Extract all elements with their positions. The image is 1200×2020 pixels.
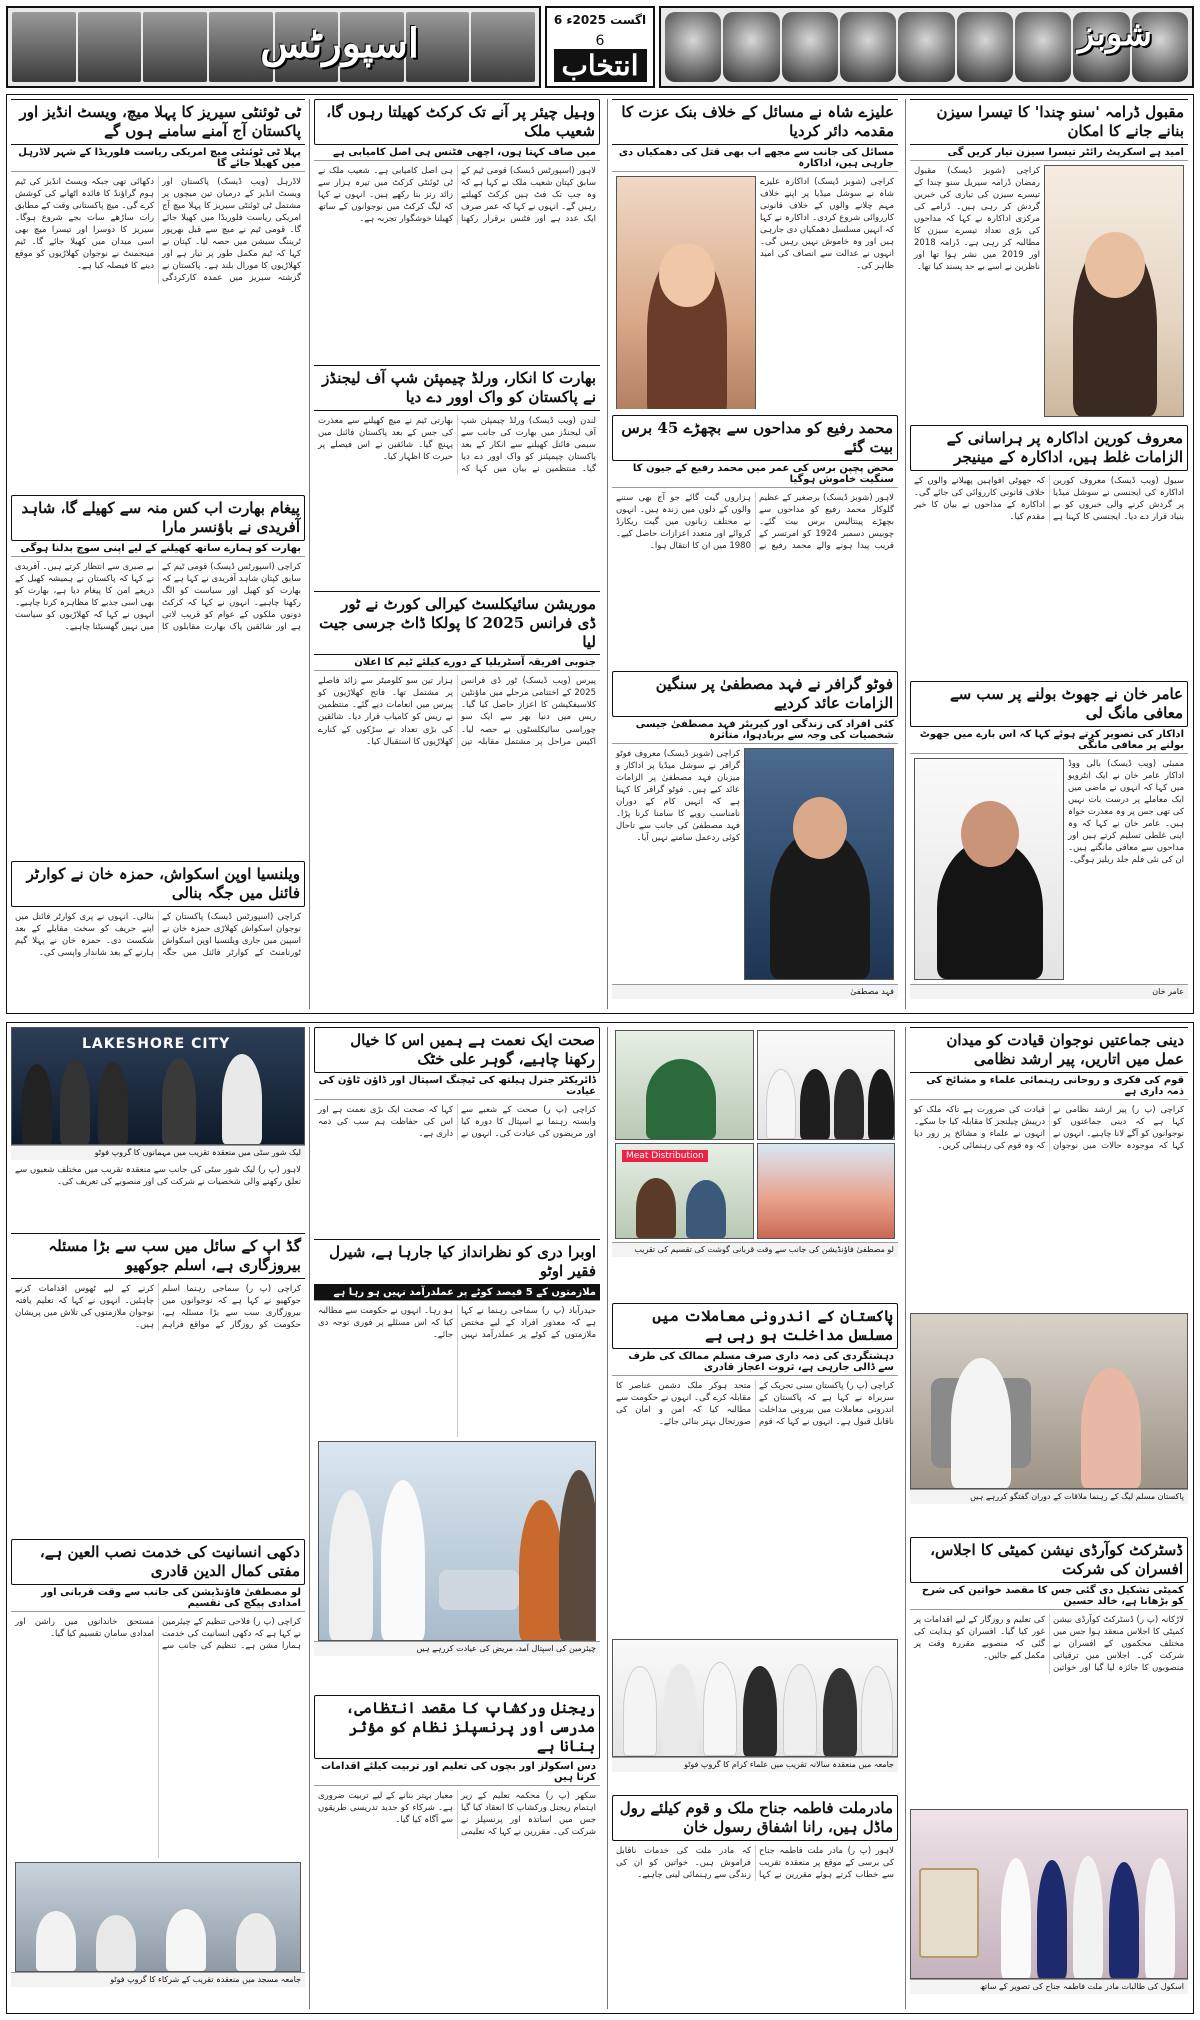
subheadline: کئی افراد کی زندگی اور کیریئر فہد مصطفیٰ جیسی شخصیات کی وجہ سے بربادہوا، متاثرہ: [612, 717, 898, 744]
article-body: کراچی (اسپورٹس ڈیسک) پاکستان کے نوجوان اسکواش کھلاڑی حمزہ خان نے اسپین میں جاری ویلنسیا اوپن اسکواش ٹورنامنٹ کے کوارٹر فائنل میں جگہ بنالی۔ انہوں نے پری کوارٹر فائنل میں اپنے حریف کو سخت مقابلے کے بعد شکست دی۔ حمزہ خان نے پہلا گیم ہارنے کے بعد شاندار واپسی کی۔: [15, 911, 301, 958]
subheadline: پہلا ٹی ٹوئنٹی میچ امریکی ریاست فلوریڈا کے شہر لاڈرہل میں کھیلا جائے گا: [11, 145, 305, 172]
showbiz-title: شوبز: [1077, 14, 1152, 54]
sports-title: اسپورٹس: [260, 20, 419, 67]
headline: گڈ اپ کے سائل میں سب سے بڑا مسئلہ بیروزگاری ہے، اسلم جوکھیو: [11, 1233, 305, 1279]
subheadline: میں صاف کہتا ہوں، اچھی فٹنس ہی اصل کامیابی ہے: [314, 145, 600, 161]
article-korean-actress[interactable]: [910, 425, 1188, 675]
article-alizeh-shah[interactable]: [612, 99, 898, 409]
issue-date: 6 اگست 2025ء: [553, 12, 647, 27]
article-humanity-service[interactable]: [11, 1539, 305, 2009]
meeting-photo: [910, 1313, 1188, 1489]
article-suno-chanda[interactable]: [910, 99, 1188, 419]
article-body: لاڑکانہ (پ ر) ڈسٹرکٹ کوآرڈی نیشن کمیٹی کا اجلاس منعقد ہوا جس میں مختلف محکموں کے افسران نے شرکت کی۔ اجلاس میں ترقیاتی منصوبوں کا جائزہ لیا گیا اور خواتین کی تعلیم و روزگار کے لیے اقدامات پر غور کیا گیا۔ افسران کو ہدایت کی گئی کہ منصوبے مقررہ وقت پر مکمل کیے جائیں۔: [914, 1614, 1184, 1673]
headline: دینی جماعتیں نوجوان قیادت کو میدان عمل میں اتاریں، پیر ارشد نظامی: [910, 1027, 1188, 1073]
subheadline: لو مصطفیٰ فاؤنڈیشن کی جانب سے وقت قربانی اور امدادی پیکج کی تقسیم: [11, 1585, 305, 1612]
article-rafi[interactable]: [612, 415, 898, 665]
article-fahad-mustafa[interactable]: [612, 671, 898, 1007]
top-section: [6, 94, 1194, 1014]
photo-caption: لیک شور سٹی میں منعقدہ تقریب میں مہمانوں کا گروپ فوٹو: [11, 1145, 305, 1160]
showbiz-column-2: [905, 99, 1191, 1009]
news-column-4: [905, 1027, 1191, 2009]
article-internal-affairs[interactable]: [612, 1303, 898, 1633]
actress-photo: [1044, 165, 1184, 417]
subheadline: دہشتگردی کی ذمہ داری صرف مسلم ممالک کی طرف سے ڈالی جارہی ہے، ثروت اعجاز قادری: [612, 1349, 898, 1376]
scholars-photo: [757, 1030, 896, 1140]
headline: ڈسٹرکٹ کوآرڈی نیشن کمیٹی کا اجلاس، افسران کی شرکت: [910, 1537, 1188, 1583]
photo-caption: لو مصطفیٰ فاؤنڈیشن کی جانب سے وقت قربانی گوشت کی تقسیم کی تقریب: [612, 1242, 898, 1257]
subheadline: محض پچپن برس کی عمر میں محمد رفیع کے جیون کا سنگیت خاموش ہوگیا: [612, 461, 898, 488]
headline: مقبول ڈرامہ 'سنو چندا' کا تیسرا سیزن بنانے جانے کا امکان: [910, 99, 1188, 145]
article-body: پیرس (ویب ڈیسک) ٹور ڈی فرانس 2025 کے اختتامی مرحلے میں ماؤنٹین کلاسیفکیشن کا اعزاز حاصل کیا گیا۔ ریس میں دنیا بھر سے ایک سو چوراسی سائیکلسٹوں نے حصہ لیا۔ اکیس مراحل پر مشتمل مقابلہ تین ہزار تین سو کلومیٹر سے زائد فاصلے پر مشتمل تھا۔ فاتح کھلاڑیوں کو پیرس میں انعامات دیے گئے۔ منتظمین نے ریس کو کامیاب قرار دیا۔ شائقین کی بڑی تعداد نے سڑکوں کے کنارے کھلاڑیوں کا استقبال کیا۔: [318, 676, 596, 747]
article-body: لاہور (اسپورٹس ڈیسک) قومی ٹیم کے سابق کپتان شعیب ملک نے کہا ہے کہ وہ جب تک فٹ ہیں کرکٹ کھیلتے رہیں گے۔ انہوں نے کہا کہ عمر صرف ایک عدد ہے اور فٹنس برقرار رکھنا ہی اصل کامیابی ہے۔ شعیب ملک نے ٹی ٹوئنٹی کرکٹ میں تیرہ ہزار سے زائد رنز بنا رکھے ہیں۔ انہوں نے کہا کہ لیگ کرکٹ میں نوجوانوں کے ساتھ کھیلنا خوشگوار تجربہ ہے۔: [318, 165, 596, 224]
headline: بھارت کا انکار، ورلڈ چیمپئن شپ آف لیجنڈز نے پاکستان کو واک اوور دے دیا: [314, 365, 600, 411]
article-meat-distribution[interactable]: [612, 1027, 898, 1297]
headline: محمد رفیع کو مداحوں سے بچھڑے 45 برس بیت گئے: [612, 415, 898, 461]
showbiz-column-1: [607, 99, 901, 1009]
photo-caption: اسکول کی طالبات مادر ملت فاطمہ جناح کی تصویر کے ساتھ: [910, 1979, 1188, 1994]
article-body: کراچی (پ ر) صحت کے شعبے سے وابستہ رہنما نے اسپتال کا دورہ کیا اور مریضوں کی عیادت کی۔ انہوں نے کہا کہ صحت ایک بڑی نعمت ہے اور اس کی حفاظت ہم سب کی ذمہ داری ہے۔: [318, 1104, 596, 1139]
newspaper-logo: [545, 6, 655, 88]
collage-photo: [615, 1030, 754, 1140]
article-body: ممبئی (ویب ڈیسک) بالی ووڈ اداکار عامر خان نے ایک انٹرویو میں کہا کہ انہوں نے ماضی میں ایک معاملے پر درست بات نہیں کی تھی جس پر وہ معذرت خواہ ہیں۔ عامر خان نے کہا کہ وہ اپنی غلطی تسلیم کرتے ہیں اور مداحوں سے معافی مانگتے ہیں۔ ان کی نئی فلم جلد ریلیز ہوگی۔: [1068, 758, 1184, 865]
article-body: لاہور (پ ر) لیک شور سٹی کی جانب سے منعقدہ تقریب میں مختلف شعبوں سے تعلق رکھنے والی شخصیات نے شرکت کی اور منصوبے کی تعریف کی۔: [15, 1165, 301, 1188]
school-event-photo: [910, 1809, 1188, 1979]
fahad-mustafa-photo: [744, 748, 894, 980]
article-school-girls[interactable]: [910, 1809, 1188, 2009]
sports-column-1: [11, 99, 305, 1009]
headline: اوبرا دری کو نظرانداز کیا جارہا ہے، شیرل فقیر اوٹو: [314, 1239, 600, 1285]
headline: دکھی انسانیت کی خدمت نصب العین ہے، مفتی کمال الدین قادری: [11, 1539, 305, 1585]
event-banner: LAKESHORE CITY: [82, 1036, 231, 1052]
sports-column-2: [309, 99, 603, 1009]
article-body: کراچی (پ ر) سماجی رہنما اسلم جوکھیو نے کہا ہے کہ نوجوانوں میں بیروزگاری سب سے بڑا مسئلہ ہے، حکومت کو روزگار کے مواقع فراہم کرنے کے لیے ٹھوس اقدامات کرنے چاہئیں۔ انہوں نے کہا کہ تعلیم یافتہ نوجوان ملازمتوں کی تلاش میں پریشان ہیں۔: [15, 1283, 301, 1330]
headline: ریجنل ورکشاپ کا مقصد انتظامی، مدرسی اور پرنسپلز نظام کو مؤثر بنانا ہے: [314, 1695, 600, 1759]
masthead: [6, 6, 1194, 88]
article-aamir-khan[interactable]: [910, 681, 1188, 1007]
headline: علیزے شاہ نے مسائل کے خلاف بنک عزت کا مقدمہ دائر کردیا: [612, 99, 898, 145]
page-number: 6: [595, 32, 605, 49]
article-legends-walkover[interactable]: [314, 365, 600, 585]
hospital-visit-photo: [318, 1441, 596, 1641]
headline: عامر خان نے جھوٹ بولنے پر سب سے معافی مانگ لی: [910, 681, 1188, 727]
photo-caption: چیئرمین کی اسپتال آمد، مریض کی عیادت کررہے ہیں: [314, 1641, 600, 1656]
photo-collage: [612, 1027, 898, 1242]
subheadline: جنوبی افریقہ آسٹریلیا کے دورے کیلئے ٹیم کا اعلان: [314, 655, 600, 671]
headline: معروف کورین اداکارہ پر ہراسانی کے الزامات غلط ہیں، اداکارہ کے مینیجر: [910, 425, 1188, 471]
article-afridi[interactable]: [11, 495, 305, 855]
article-unemployment[interactable]: [11, 1233, 305, 1533]
subheadline: قوم کی فکری و روحانی رہنمائی علماء و مشائخ کی ذمہ داری ہے: [910, 1073, 1188, 1100]
distribution-photo: [615, 1143, 754, 1239]
meat-photo: [757, 1143, 896, 1239]
photo-caption: پاکستان مسلم لیگ کے رہنما ملاقات کے دوران گفتگو کررہے ہیں: [910, 1489, 1188, 1504]
news-column-3: [607, 1027, 901, 2009]
photo-caption: عامر خان: [910, 984, 1188, 999]
photo-caption: فہد مصطفیٰ: [612, 984, 898, 999]
article-fatima-jinnah[interactable]: [612, 1795, 898, 2009]
photo-caption: جامعہ مسجد میں منعقدہ تقریب کے شرکاء کا گروپ فوٹو: [11, 1972, 305, 1987]
newspaper-name: انتخاب: [554, 49, 647, 82]
article-lakeshore-event[interactable]: [11, 1027, 305, 1227]
photo-caption: جامعہ میں منعقدہ سالانہ تقریب میں علماء کرام کا گروپ فوٹو: [612, 1757, 898, 1772]
article-body: سکھر (پ ر) محکمہ تعلیم کے زیر اہتمام ریجنل ورکشاپ کا انعقاد کیا گیا جس میں اساتذہ اور پرنسپلز نے شرکت کی۔ مقررین نے کہا کہ تعلیمی معیار بہتر بنانے کے لیے تربیت ضروری ہے۔ شرکاء کو جدید تدریسی طریقوں سے آگاہ کیا گیا۔: [318, 1791, 596, 1838]
article-body: لاہور (پ ر) مادر ملت فاطمہ جناح کی برسی کے موقع پر منعقدہ تقریب سے خطاب کرتے ہوئے مقررین نے کہا کہ مادر ملت کی خدمات ناقابل فراموش ہیں۔ خواتین کو ان کی زندگی سے رہنمائی لینی چاہیے۔: [616, 1845, 894, 1880]
article-body: سیول (ویب ڈیسک) معروف کورین اداکارہ کی ایجنسی نے سوشل میڈیا پر گردش کرنے والی خبروں کو بے بنیاد قرار دے دیا۔ ایجنسی کا کہنا ہے کہ جھوٹی افواہیں پھیلانے والوں کے خلاف قانونی کارروائی کی جائے گی۔ اداکارہ کے مداحوں نے بیان کا خیر مقدم کیا۔: [914, 475, 1184, 522]
article-shoaib-malik[interactable]: [314, 99, 600, 359]
headline: پاکستان کے اندرونی معاملات میں مسلسل مداخلت ہو رہی ہے: [612, 1303, 898, 1349]
article-young-leadership[interactable]: [910, 1027, 1188, 1307]
sports-banner: [6, 6, 541, 88]
headline: ٹی ٹوئنٹی سیریز کا پہلا میچ، ویسٹ انڈیز اور پاکستان آج آمنے سامنے ہوں گے: [11, 99, 305, 145]
article-meeting[interactable]: [910, 1313, 1188, 1531]
news-column-1: [11, 1027, 305, 2009]
article-body: کراچی (پ ر) پاکستان سنی تحریک کے سربراہ نے کہا ہے کہ پاکستان کے اندرونی معاملات میں بیرونی مداخلت ناقابل قبول ہے۔ انہوں نے کہا کہ قوم متحد ہوکر ملک دشمن عناصر کا مقابلہ کرے گی۔ انہوں نے حکومت سے مطالبہ کیا کہ امن و امان کی صورتحال بہتر بنائی جائے۔: [616, 1380, 894, 1427]
article-body: کراچی (پ ر) پیر ارشد نظامی نے کہا ہے کہ دینی جماعتوں کو نوجوانوں کو آگے لانا چاہیے۔ انہوں نے کہا کہ موجودہ حالات میں نوجوان قیادت کی ضرورت ہے تاکہ ملک کو درپیش چیلنجز کا مقابلہ کیا جا سکے۔ انہوں نے علماء و مشائخ پر زور دیا کہ وہ قوم کی رہنمائی کریں۔: [914, 1104, 1184, 1151]
event-photo: [11, 1027, 305, 1145]
subheadline: ڈائریکٹر جنرل ہیلتھ کی ٹیچنگ اسپتال اور ڈاؤن ٹاؤن کی عیادت: [314, 1073, 600, 1100]
article-body: حیدرآباد (پ ر) سماجی رہنما نے کہا ہے کہ معذور افراد کے لیے مختص ملازمتوں کے کوٹے پر عملدرآمد نہیں ہو رہا۔ انہوں نے حکومت سے مطالبہ کیا کہ اس مسئلے پر فوری توجہ دی جائے۔: [318, 1305, 596, 1340]
subheadline: ملازمتوں کے 5 فیصد کوٹے پر عملدرآمد نہیں ہو رہا ہے: [314, 1285, 600, 1301]
article-body: کراچی (شوبز ڈیسک) مقبول رمضان ڈرامہ سیریل سنو چندا کے تیسرے سیزن کی تیاری کی خبریں گردش کر رہی ہیں۔ ڈرامے کی مرکزی اداکارہ نے کہا کہ مداحوں کی بڑی تعداد تیسرے سیزن کا مطالبہ کر رہی ہے۔ ڈرامہ 2018 اور 2019 میں نشر ہوا تھا اور ناظرین نے اسے بے حد پسند کیا تھا۔: [914, 165, 1040, 272]
article-body: لاڈرہل (ویب ڈیسک) پاکستان اور ویسٹ انڈیز کے درمیان تین میچوں پر مشتمل ٹی ٹوئنٹی سیریز کا پہلا میچ آج امریکی ریاست فلوریڈا میں کھیلا جائے گا۔ قومی ٹیم نے میچ سے قبل بھرپور ٹریننگ سیشن میں حصہ لیا۔ کپتان نے کہا کہ ٹیم مکمل طور پر تیار ہے اور کھلاڑیوں کا مورال بلند ہے۔ پاکستان نے گزشتہ سیریز میں عمدہ کارکردگی دکھائی تھی جبکہ ویسٹ انڈیز کی ٹیم ہوم گراؤنڈ کا فائدہ اٹھانے کی کوشش کرے گی۔ میچ پاکستانی وقت کے مطابق رات ساڑھے سات بجے شروع ہوگا۔ سیریز کا دوسرا اور تیسرا میچ بھی اسی میدان میں کھیلا جائے گا۔ ٹیم مینجمنٹ نے نوجوان کھلاڑیوں کو موقع دینے کا فیصلہ کیا ہے۔: [15, 176, 301, 283]
subheadline: دس اسکولز اور بچوں کی تعلیم اور تربیت کیلئے اقدامات کرنا ہیں: [314, 1759, 600, 1786]
article-body: کراچی (اسپورٹس ڈیسک) قومی ٹیم کے سابق کپتان شاہد آفریدی نے کہا ہے کہ بھارت کو کھیل اور سیاست کو الگ رکھنا چاہیے۔ انہوں نے کہا کہ کرکٹ دونوں ملکوں کے عوام کو قریب لاتی ہے اور شائقین پاک بھارت مقابلوں کا بے صبری سے انتظار کرتے ہیں۔ آفریدی نے کہا کہ پاکستان نے ہمیشہ کھیل کے ذریعے امن کا پیغام دیا ہے، بھارت کو بھی اسی جذبے کا مظاہرہ کرنا چاہیے۔ انہوں نے کہا کہ کھلاڑیوں کو سیاست میں نہیں گھسیٹنا چاہیے۔: [15, 561, 301, 632]
headline: مادرملت فاطمہ جناح ملک و قوم کیلئے رول ماڈل ہیں، رانا اشفاق رسول خان: [612, 1795, 898, 1841]
showbiz-banner: [659, 6, 1194, 88]
article-regional-workshop[interactable]: [314, 1695, 600, 2009]
article-t20-series[interactable]: [11, 99, 305, 489]
subheadline: امید ہے اسکرپٹ رائٹر تیسرا سیزن تیار کریں گی: [910, 145, 1188, 161]
article-health[interactable]: [314, 1027, 600, 1233]
headline: پیغام بھارت اب کس منہ سے کھیلے گا، شاہد آفریدی نے باؤنسر مارا: [11, 495, 305, 541]
article-squash[interactable]: [11, 861, 305, 1007]
distribution-banner: Meat Distribution: [622, 1150, 708, 1162]
subheadline: مسائل کی جانب سے مجھے اب بھی قتل کی دھمکیاں دی جارہی ہیں، اداکارہ: [612, 145, 898, 172]
bottom-section: [6, 1022, 1194, 2014]
actress-photo: [616, 176, 756, 410]
article-body: کراچی (شوبز ڈیسک) معروف فوٹو گرافر نے سوشل میڈیا پر اداکار و میزبان فہد مصطفیٰ پر الزامات عائد کیے ہیں۔ فوٹو گرافر کا کہنا ہے کہ انہیں کام کے دوران نامناسب رویے کا سامنا کرنا پڑا۔ فہد مصطفیٰ کی جانب سے تاحال کوئی ردعمل سامنے نہیں آیا۔: [616, 748, 740, 843]
news-column-2: [309, 1027, 603, 2009]
subheadline: بھارت کو ہمارے ساتھ کھیلنے کے لیے اپنی سوچ بدلنا ہوگی: [11, 541, 305, 557]
article-body: کراچی (پ ر) فلاحی تنظیم کے چیئرمین نے کہا ہے کہ دکھی انسانیت کی خدمت ہمارا مشن ہے۔ تنظیم کی جانب سے مستحق خاندانوں میں راشن اور امدادی سامان تقسیم کیا گیا۔: [15, 1616, 301, 1651]
headline: موریشن سائیکلسٹ کیرالی کورٹ نے ٹور ڈی فرانس 2025 کا پولکا ڈاٹ جرسی جیت لیا: [314, 591, 600, 655]
headline: وہیل چیئر پر آنے تک کرکٹ کھیلتا رہوں گا، شعیب ملک: [314, 99, 600, 145]
mosque-event-photo: [15, 1862, 301, 1972]
article-body: لاہور (شوبز ڈیسک) برصغیر کے عظیم گلوکار محمد رفیع کو مداحوں سے بچھڑے پینتالیس برس بیت گئے۔ چوبیس دسمبر 1924 کو امرتسر کے قریب پیدا ہونے والے محمد رفیع نے ہزاروں گیت گائے جو آج بھی سننے والوں کے دلوں میں زندہ ہیں۔ انہوں نے مختلف زبانوں میں گیت ریکارڈ کروائے اور متعدد اعزازات حاصل کیے۔ 1980 میں ان کا انتقال ہوا۔: [616, 492, 894, 551]
subheadline: اداکار کی تصویر کرتے ہوئے کہا کہ اس بارے میں جھوٹ بولنے پر معافی مانگی: [910, 727, 1188, 754]
article-body: لندن (ویب ڈیسک) ورلڈ چیمپئن شپ آف لیجنڈز میں بھارت کی جانب سے سیمی فائنل کھیلنے سے انکار کے بعد پاکستان چیمپئنز کو واک اوور دے دیا گیا۔ منتظمین نے بیان میں کہا کہ بھارتی ٹیم نے میچ کھیلنے سے معذرت کی جس کے بعد پاکستان فائنل میں پہنچ گیا۔ شائقین نے اس فیصلے پر حیرت کا اظہار کیا۔: [318, 415, 596, 474]
article-disability-quota[interactable]: [314, 1239, 600, 1689]
subheadline: کمیٹی تشکیل دی گئی جس کا مقصد خواتین کی شرح کو بڑھانا ہے، خالد حسین: [910, 1583, 1188, 1610]
headline: صحت ایک نعمت ہے ہمیں اس کا خیال رکھنا چاہیے، گوہر علی خٹک: [314, 1027, 600, 1073]
aamir-khan-photo: [914, 758, 1064, 980]
article-tour-de-france[interactable]: [314, 591, 600, 1007]
article-district-committee[interactable]: [910, 1537, 1188, 1803]
scholars-group-photo: [612, 1639, 898, 1757]
headline: ویلنسیا اوپن اسکواش، حمزہ خان نے کوارٹر فائنل میں جگہ بنالی: [11, 861, 305, 907]
headline: فوٹو گرافر نے فہد مصطفیٰ پر سنگین الزامات عائد کردیے: [612, 671, 898, 717]
article-scholars-group[interactable]: [612, 1639, 898, 1789]
article-body: کراچی (شوبز ڈیسک) اداکارہ علیزے شاہ نے سوشل میڈیا پر اپنے خلاف مہم چلانے والوں کے خلاف قانونی کارروائی شروع کردی۔ اداکارہ نے کہا کہ انہیں مسلسل دھمکیاں دی جارہی ہیں اور وہ خاموش نہیں رہیں گی۔ انہوں نے عدالت سے انصاف کی امید ظاہر کی۔: [760, 176, 894, 271]
